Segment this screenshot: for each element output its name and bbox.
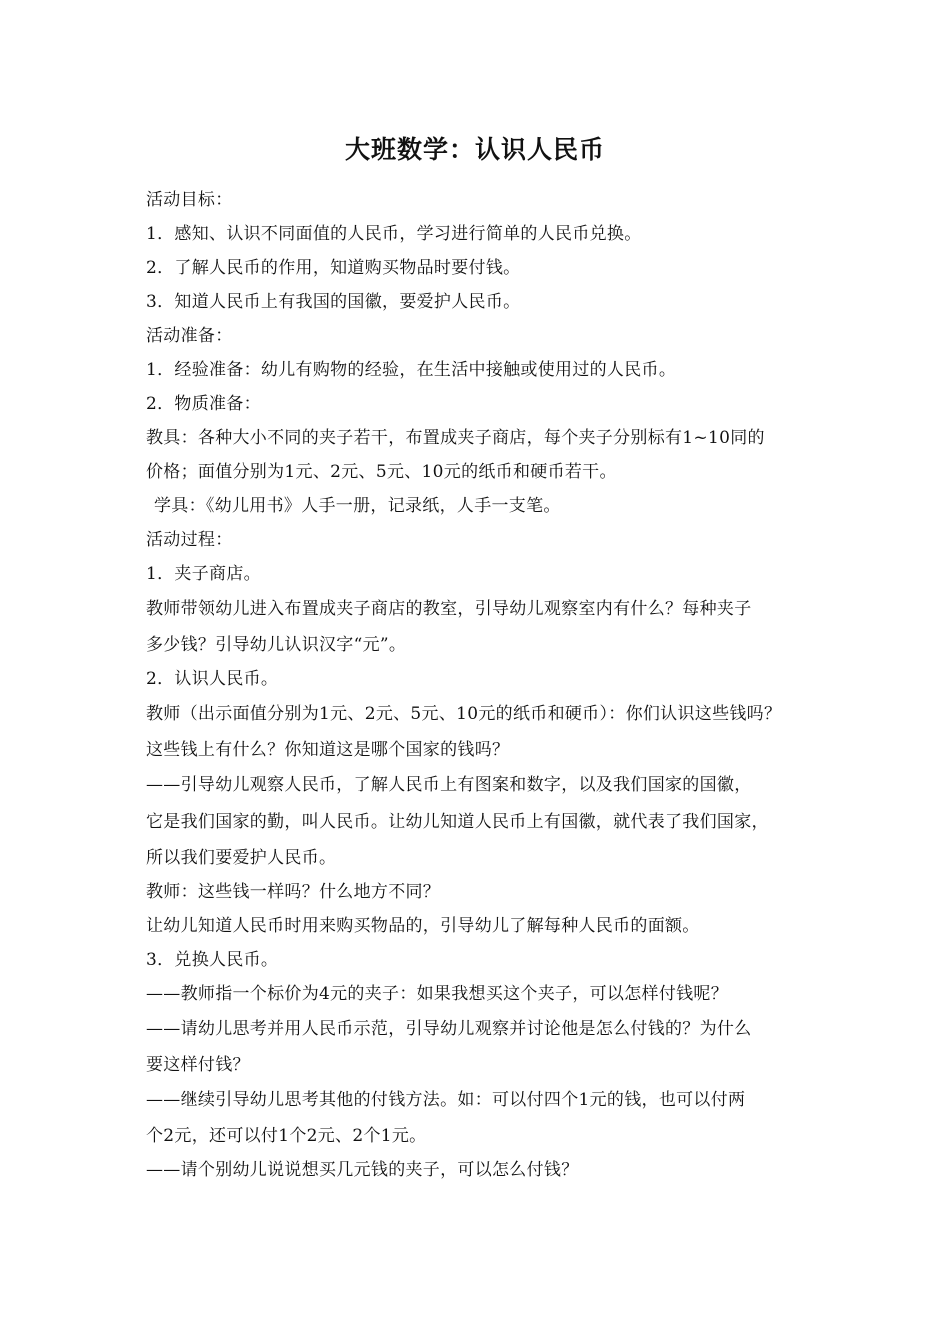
learning-aids-line: 学具：《幼儿用书》人手一册，记录纸，人手一支笔。 <box>154 496 561 516</box>
document-body <box>146 183 814 1187</box>
process-step-1-heading: 1．夹子商店。 <box>146 564 261 584</box>
goal-item-3: 3．知道人民币上有我国的国徽，要爱护人民币。 <box>146 292 521 312</box>
goal-item-2: 2．了解人民币的作用，知道购买物品时要付钱。 <box>146 258 521 278</box>
process-step-3-line-2: ——请幼儿思考并用人民币示范，引导幼儿观察并讨论他是怎么付钱的？为什么 <box>146 1019 752 1039</box>
process-step-2-line-1: 教师（出示面值分别为1元、2元、5元、10元的纸币和硬币）：你们认识这些钱吗？ <box>146 704 782 724</box>
section-heading-goals: 活动目标： <box>146 190 233 210</box>
process-step-2-line-7: 让幼儿知道人民币时用来购买物品的，引导幼儿了解每种人民币的面额。 <box>146 916 700 936</box>
process-step-3-line-6: ——请个别幼儿说说想买几元钱的夹子，可以怎么付钱？ <box>146 1160 579 1180</box>
process-step-2-line-4: 它是我们国家的勤，叫人民币。让幼儿知道人民币上有国徽，就代表了我们国家， <box>146 812 769 832</box>
teaching-aids-line-2: 价格；面值分别为1元、2元、5元、10元的纸币和硬币若干。 <box>146 462 617 482</box>
process-step-2-line-5: 所以我们要爱护人民币。 <box>146 848 337 868</box>
process-step-3-line-5: 个2元，还可以付1个2元、2个1元。 <box>146 1126 427 1146</box>
process-step-1-line-1: 教师带领幼儿进入布置成夹子商店的教室，引导幼儿观察室内有什么？每种夹子 <box>146 599 752 619</box>
teaching-aids-line-1: 教具：各种大小不同的夹子若干，布置成夹子商店，每个夹子分别标有1~10同的 <box>146 428 765 448</box>
preparation-item-1: 1．经验准备：幼儿有购物的经验，在生活中接触或使用过的人民币。 <box>146 360 677 380</box>
process-step-1-line-2: 多少钱？引导幼儿认识汉字“元”。 <box>146 635 407 655</box>
process-step-2-line-6: 教师：这些钱一样吗？什么地方不同？ <box>146 882 441 902</box>
process-step-3-line-4: ——继续引导幼儿思考其他的付钱方法。如：可以付四个1元的钱，也可以付两 <box>146 1090 746 1110</box>
goal-item-1: 1．感知、认识不同面值的人民币，学习进行简单的人民币兑换。 <box>146 224 642 244</box>
process-step-2-line-3: ——引导幼儿观察人民币，了解人民币上有图案和数字，以及我们国家的国徽， <box>146 775 752 795</box>
preparation-item-2: 2．物质准备： <box>146 394 261 414</box>
process-step-3-line-1: ——教师指一个标价为4元的夹子：如果我想买这个夹子，可以怎样付钱呢？ <box>146 984 729 1004</box>
process-step-3-line-3: 要这样付钱？ <box>146 1055 250 1075</box>
section-heading-process: 活动过程： <box>146 530 233 550</box>
process-step-3-heading: 3．兑换人民币。 <box>146 950 279 970</box>
process-step-2-line-2: 这些钱上有什么？你知道这是哪个国家的钱吗？ <box>146 740 510 760</box>
process-step-2-heading: 2．认识人民币。 <box>146 669 279 689</box>
document-title: 大班数学：认识人民币 <box>344 135 605 164</box>
section-heading-preparation: 活动准备： <box>146 326 233 346</box>
